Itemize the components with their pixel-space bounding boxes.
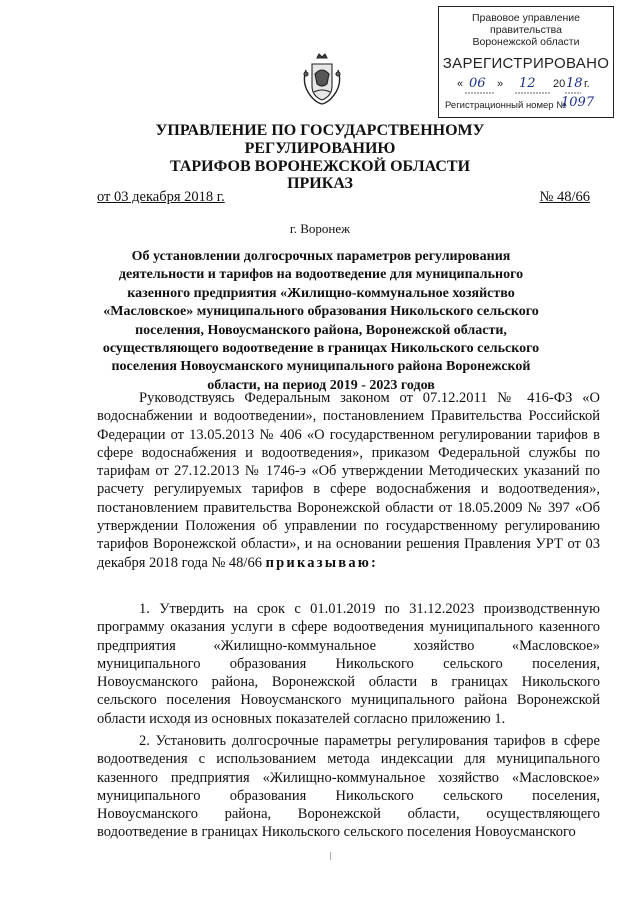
stamp-line-2: Воронежской области [472, 36, 580, 48]
order-word: приказываю: [265, 554, 379, 571]
org-line-1: УПРАВЛЕНИЕ ПО ГОСУДАРСТВЕННОМУ РЕГУЛИРОВАНИЮ [155, 122, 485, 157]
stamp-registered: ЗАРЕГИСТРИРОВАНО [442, 55, 610, 72]
stamp-authority [439, 12, 613, 48]
stamp-reg-number: 1097 [561, 95, 595, 110]
stamp-year-hand: 18 [566, 76, 583, 91]
stamp-month: 12 [519, 76, 536, 91]
stamp-reg-label: Регистрационный номер № [445, 100, 567, 111]
document-type: ПРИКАЗ [287, 175, 353, 192]
order-date: от 03 декабря 2018 г. [97, 189, 225, 205]
item-1-paragraph: 1. Утвердить на срок с 01.01.2019 по 31.12.2023 производственную программу оказания услуги в сфере водоотведения муниципального казенного предприятия «Жилищно-коммунальное хозяйство «Масловское» муниципального образования Никольского сельского поселения, Новоусманского района, Воронежской области в границах Никольского сельского поселения Новоусманского муниципального района Воронежской области исходя из основных показателей согласно приложению 1. [97, 601, 600, 727]
stamp-reg-number-row [439, 95, 613, 114]
item-2-paragraph: 2. Установить долгосрочные параметры регулирования тарифов в сфере водоотведения с использованием метода индексации для муниципального казенного предприятия «Жилищно-коммунальное хозяйство «Масловское» муниципального образования Никольского сельского поселения, Новоусманского района, Воронежской области, осуществляющего водоотведение в границах Никольского сельского поселения Новоусманского [97, 733, 600, 841]
stamp-line-1: Правовое управление правительства [471, 12, 580, 36]
stamp-day: 06 [469, 76, 486, 91]
stamp-date: « 06 » 12 20 18 г. [439, 78, 613, 94]
org-line-2: ТАРИФОВ ВОРОНЕЖСКОЙ ОБЛАСТИ [169, 158, 471, 175]
organization-name [80, 122, 560, 176]
city: г. Воронеж [289, 221, 351, 236]
registration-stamp [438, 6, 614, 118]
preamble-text: Руководствуясь Федеральным законом от 07.12.2011 № 416-ФЗ «О водоснабжении и водоотведении», постановлением Правительства Российской Федерации от 13.05.2013 № 406 «О государственном регулировании тарифов в сфере водоснабжения и водоотведения», приказом Федеральной службы по тарифам от 27.12.2013 № 1746-э «Об утверждении Методических указаний по расчету регулируемых тарифов в сфере водоснабжения и водоотведения», постановлением правительства Воронежской области от 18.05.2009 № 397 «Об утверждении Положения об управлении по государственному регулированию тарифов Воронежской области», и на основании решения Правления УРТ от 03 декабря 2018 года № 48/66 [97, 390, 600, 571]
order-number: № 48/66 [539, 189, 590, 205]
stamp-year-prefix: 20 [553, 78, 566, 90]
stamp-year-suffix: г. [584, 78, 590, 90]
coat-of-arms-icon [300, 52, 344, 108]
order-subject: Об установлении долгосрочных параметров регулирования деятельности и тарифов на водоотведение для муниципального казенного предприятия «Жилищно-коммунальное хозяйство «Масловское» муниципального образования Никольского сельского поселения, Новоусманского района, Воронежской области, осуществляющего водоотведение в границах Никольского сельского поселения Новоусманского муниципального района Воронежской области, на период 2019 - 2023 годов [102, 249, 540, 393]
page-mark [330, 852, 331, 860]
preamble-paragraph [97, 389, 600, 572]
